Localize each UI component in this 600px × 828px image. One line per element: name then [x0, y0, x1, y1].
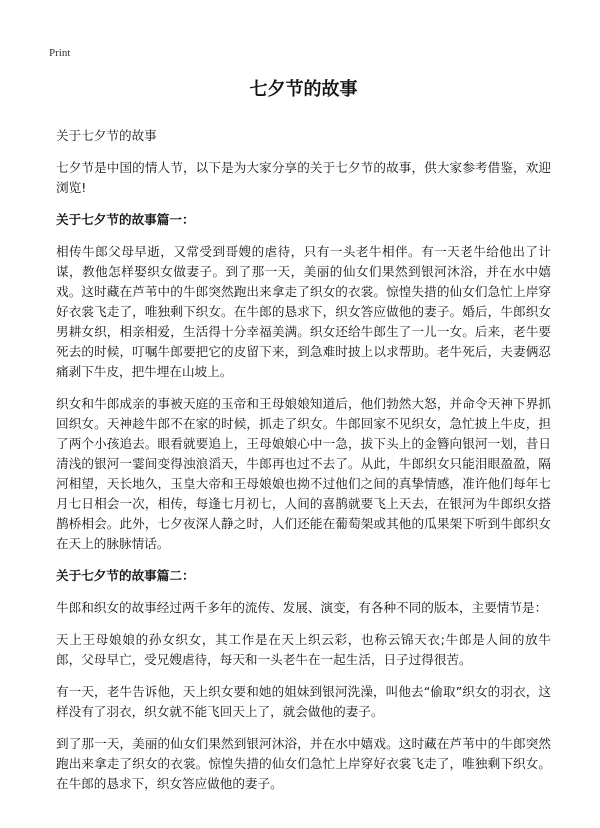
section-two — [56, 566, 551, 794]
section-heading: 关于七夕节的故事篇二： — [56, 568, 195, 583]
document-subtitle: 关于七夕节的故事 — [56, 128, 157, 143]
section-heading: 关于七夕节的故事篇一： — [56, 212, 195, 227]
document-page — [56, 78, 551, 806]
section-paragraph: 相传牛郎父母早逝，又常受到哥嫂的虐待，只有一头老牛相伴。有一天老牛给他出了计谋，教他怎样娶织女做妻子。到了那一天，美丽的仙女们果然到银河沐浴，并在水中嬉戏。这时藏在芦苇中的牛郎突然跑出来拿走了织女的衣裳。惊惶失措的仙女们急忙上岸穿好衣裳飞走了，唯独剩下织女。在牛郎的恳求下，织女答应做他的妻子。婚后，牛郎织女男耕女织，相亲相爱，生活得十分幸福美满。织女还给牛郎生了一儿一女。后来，老牛要死去的时候，叮嘱牛郎要把它的皮留下来，到急难时披上以求帮助。老牛死后，夫妻俩忍痛剥下牛皮，把牛埋在山坡上。 — [56, 244, 551, 379]
section-paragraph: 到了那一天，美丽的仙女们果然到银河沐浴，并在水中嬉戏。这时藏在芦苇中的牛郎突然跑出来拿走了织女的衣裳。惊惶失措的仙女们急忙上岸穿好衣裳飞走了，唯独剩下织女。在牛郎的恳求下，织女答应做他的妻子。 — [56, 736, 551, 791]
print-link[interactable]: Print — [49, 47, 71, 59]
page-title: 七夕节的故事 — [249, 79, 358, 100]
section-paragraph: 有一天，老牛告诉他，天上织女要和她的姐妹到银河洗澡，叫他去“偷取”织女的羽衣，这样没有了羽衣，织女就不能飞回天上了，就会做他的妻子。 — [56, 684, 551, 719]
section-paragraph: 织女和牛郎成亲的事被天庭的玉帝和王母娘娘知道后，他们勃然大怒，并命令天神下界抓回织女。天神趁牛郎不在家的时候，抓走了织女。牛郎回家不见织女，急忙披上牛皮，担了两个小孩追去。眼看就要追上，王母娘娘心中一急，拔下头上的金簪向银河一划，昔日清浅的银河一霎间变得浊浪滔天，牛郎再也过不去了。从此，牛郎织女只能泪眼盈盈，隔河相望，天长地久，玉皇大帝和王母娘娘也拗不过他们之间的真挚情感，准许他们每年七月七日相会一次，相传，每逢七月初七，人间的喜鹊就要飞上天去，在银河为牛郎织女搭鹊桥相会。此外，七夕夜深人静之时，人们还能在葡萄架或其他的瓜果架下听到牛郎织女在天上的脉脉情话。 — [56, 396, 551, 551]
section-paragraph: 天上王母娘娘的孙女织女，其工作是在天上织云彩，也称云锦天衣;牛郎是人间的放牛郎，父母早亡，受兄嫂虐待，每天和一头老牛在一起生活，日子过得很苦。 — [56, 632, 551, 667]
section-paragraph: 牛郎和织女的故事经过两千多年的流传、发展、演变，有各种不同的版本，主要情节是： — [56, 600, 548, 615]
section-one — [56, 210, 551, 554]
intro-paragraph: 七夕节是中国的情人节，以下是为大家分享的关于七夕节的故事，供大家参考借鉴，欢迎浏览! — [56, 160, 551, 195]
